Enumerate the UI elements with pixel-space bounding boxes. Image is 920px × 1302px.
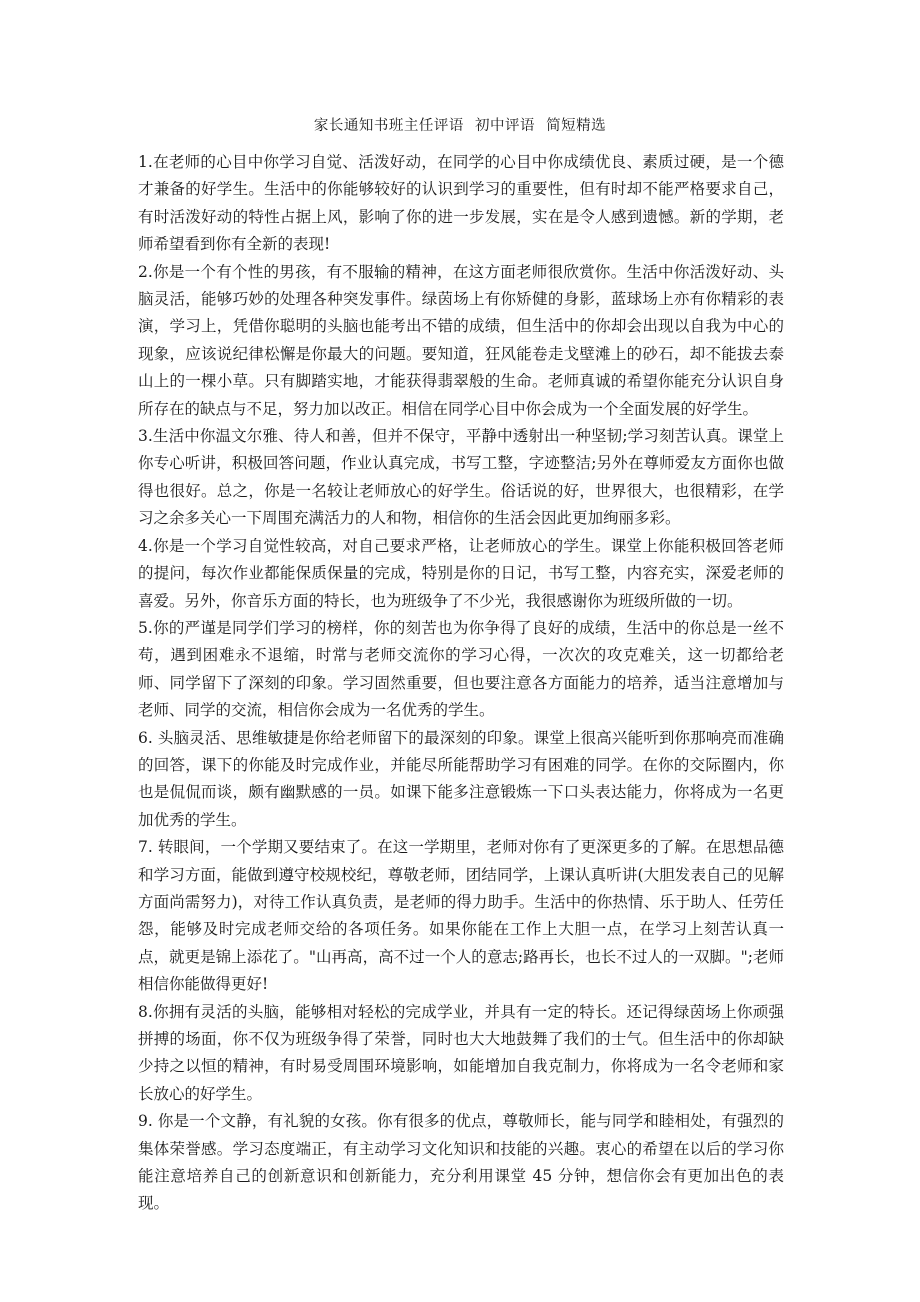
comment-paragraph-9: 9. 你是一个文静，有礼貌的女孩。你有很多的优点，尊敬师长，能与同学和睦相处，有强烈的集体荣誉感。学习态度端正，有主动学习文化知识和技能的兴趣。衷心的希望在以后的学习你能注意培养自己的创新意识和创新能力，充分利用课堂 45 分钟，想信你会有更加出色的表现。: [138, 1112, 784, 1213]
comment-paragraph-7: 7. 转眼间，一个学期又要结束了。在这一学期里，老师对你有了更深更多的了解。在思想品德和学习方面，能做到遵守校规校纪，尊敬老师，团结同学，上课认真听讲(大胆发表自己的见解方面尚需努力)，对待工作认真负责，是老师的得力助手。生活中的你热情、乐于助人、任劳任怨，能够及时完成老师交给的各项任务。如果你能在工作上大胆一点，在学习上刻苦认真一点，就更是锦上添花了。"山再高，高不过一个人的意志;路再长，也长不过人的一双脚。";老师相信你能做得更好!: [138, 838, 784, 994]
comment-paragraph-2: 2.你是一个有个性的男孩，有不服输的精神，在这方面老师很欣赏你。生活中你活泼好动、头脑灵活，能够巧妙的处理各种突发事件。绿茵场上有你矫健的身影，蓝球场上亦有你精彩的表演，学习上，凭借你聪明的头脑也能考出不错的成绩，但生活中的你却会出现以自我为中心的现象，应该说纪律松懈是你最大的问题。要知道，狂风能卷走戈壁滩上的砂石，却不能拔去泰山上的一棵小草。只有脚踏实地，才能获得翡翠般的生命。老师真诚的希望你能充分认识自身所存在的缺点与不足，努力加以改正。相信在同学心目中你会成为一个全面发展的好学生。: [138, 262, 784, 418]
comment-paragraph-6: 6. 头脑灵活、思维敏捷是你给老师留下的最深刻的印象。课堂上很高兴能听到你那响亮而准确的回答，课下的你能及时完成作业，并能尽所能帮助学习有困难的同学。在你的交际圈内，你也是侃侃而谈，颇有幽默感的一员。如课下能多注意锻炼一下口头表达能力，你将成为一名更加优秀的学生。: [138, 728, 784, 829]
document-title: 家长通知书班主任评语 初中评语 简短精选: [313, 118, 607, 134]
comment-paragraph-8: 8.你拥有灵活的头脑，能够相对轻松的完成学业，并具有一定的特长。还记得绿茵场上你顽强拼搏的场面，你不仅为班级争得了荣誉，同时也大大地鼓舞了我们的士气。但生活中的你却缺少持之以恒的精神，有时易受周围环境影响，如能增加自我克制力，你将成为一名令老师和家长放心的好学生。: [138, 1002, 784, 1103]
comment-paragraph-4: 4.你是一个学习自觉性较高，对自己要求严格，让老师放心的学生。课堂上你能积极回答老师的提问，每次作业都能保质保量的完成，特别是你的日记，书写工整，内容充实，深爱老师的喜爱。另外，你音乐方面的特长，也为班级争了不少光，我很感谢你为班级所做的一切。: [138, 536, 784, 610]
comment-paragraph-1: 1.在老师的心目中你学习自觉、活泼好动，在同学的心目中你成绩优良、素质过硬，是一个德才兼备的好学生。生活中的你能够较好的认识到学习的重要性，但有时却不能严格要求自己，有时活泼好动的特性占据上风，影响了你的进一步发展，实在是令人感到遗憾。新的学期，老师希望看到你有全新的表现!: [138, 153, 784, 254]
comment-paragraph-5: 5.你的严谨是同学们学习的榜样，你的刻苦也为你争得了良好的成绩，生活中的你总是一丝不苟，遇到困难永不退缩，时常与老师交流你的学习心得，一次次的攻克难关，这一切都给老师、同学留下了深刻的印象。学习固然重要，但也要注意各方面能力的培养，适当注意增加与老师、同学的交流，相信你会成为一名优秀的学生。: [138, 618, 784, 720]
comment-paragraph-3: 3.生活中你温文尔雅、待人和善，但并不保守，平静中透射出一种坚韧;学习刻苦认真。课堂上你专心听讲，积极回答问题，作业认真完成，书写工整，字迹整洁;另外在尊师爱友方面你也做得也很好。总之，你是一名较让老师放心的好学生。俗话说的好，世界很大，也很精彩，在学习之余多关心一下周围充满活力的人和物，相信你的生活会因此更加绚丽多彩。: [138, 427, 784, 528]
document-body: [138, 149, 784, 1218]
